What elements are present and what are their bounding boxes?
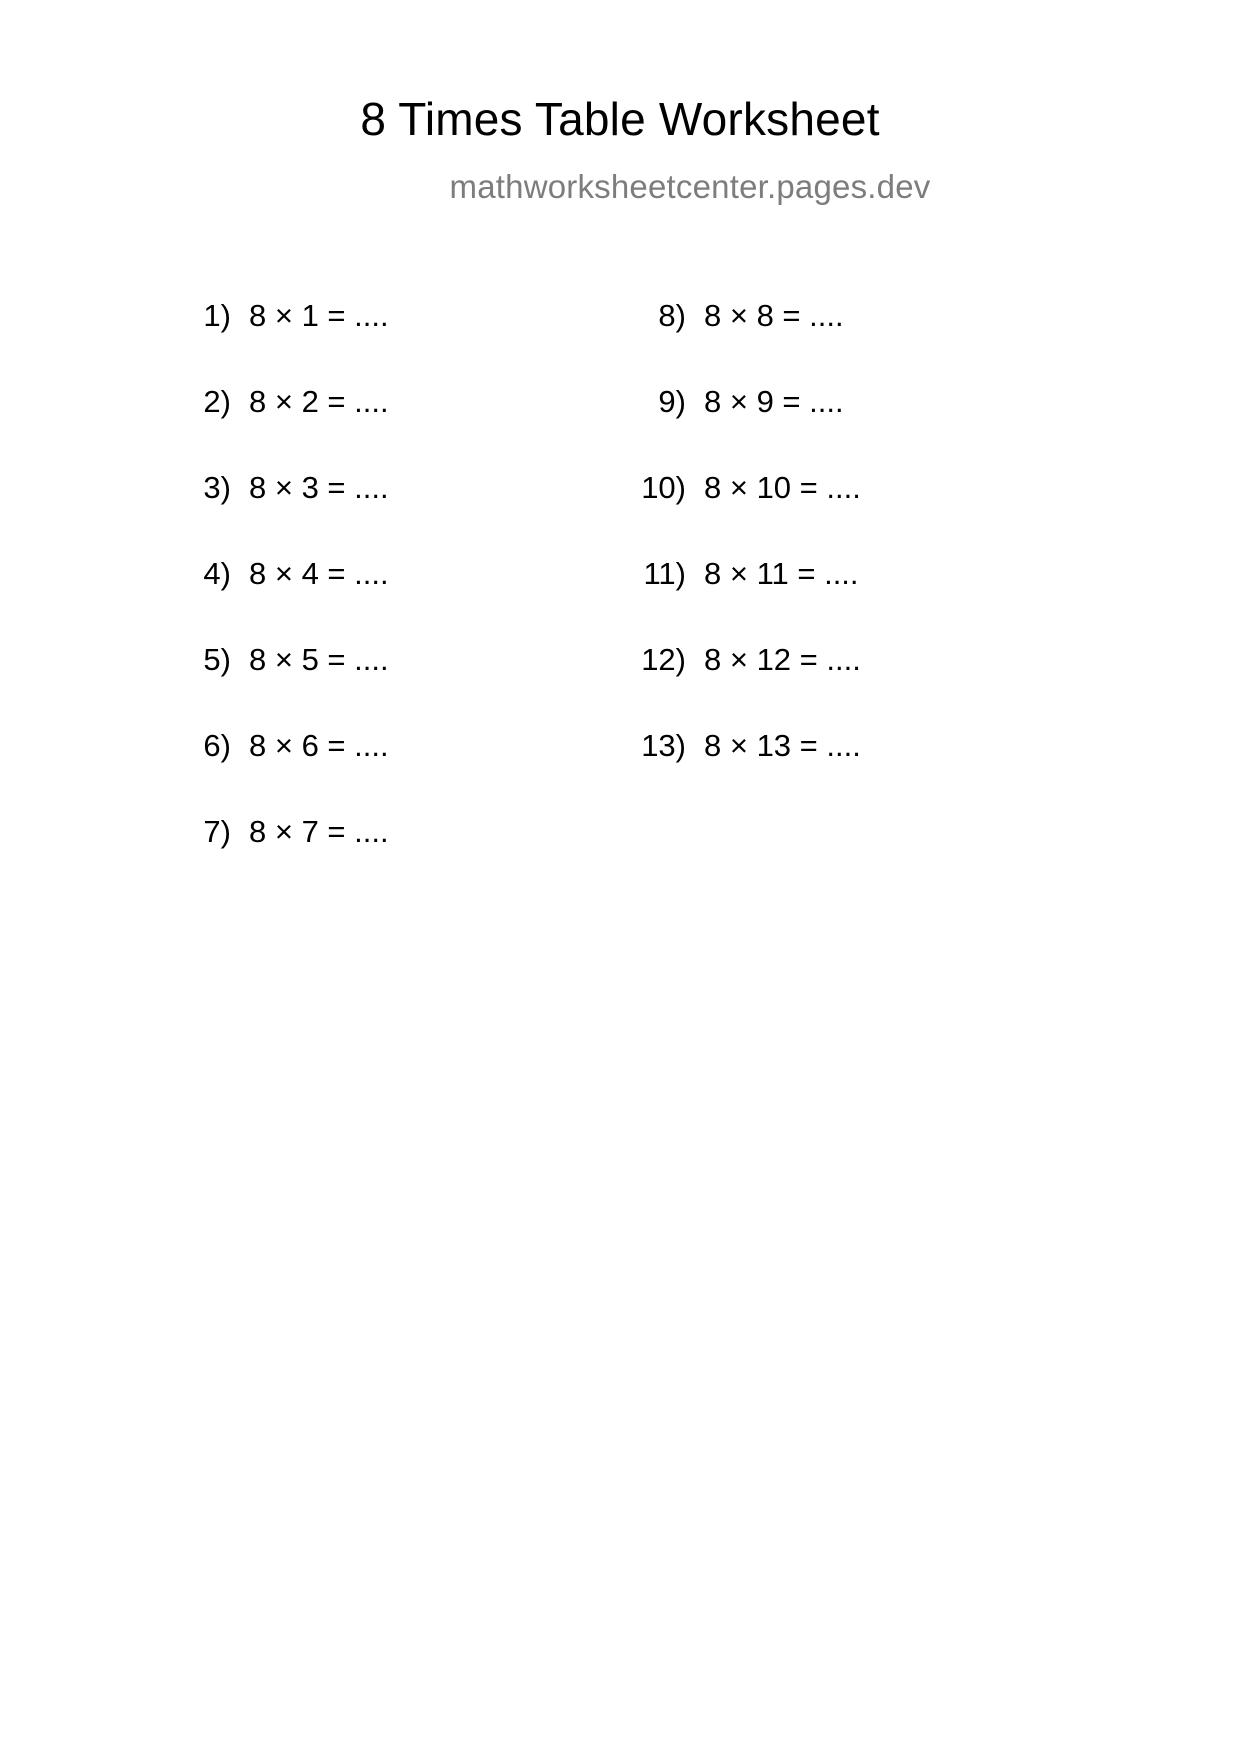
- problem-column-right: [630, 300, 1080, 902]
- problem-list: [0, 300, 1240, 902]
- problem-number: 1): [203, 298, 231, 333]
- problem-number: 6): [203, 728, 231, 763]
- site-attribution: mathworksheetcenter.pages.dev: [449, 168, 931, 205]
- problem-number: 4): [203, 556, 231, 591]
- problem-item: [630, 644, 1080, 730]
- problem-item: [175, 386, 625, 472]
- problem-item: [175, 730, 625, 816]
- problem-expression: 8 × 11 = ....: [704, 556, 859, 591]
- problem-number: 10): [641, 470, 686, 505]
- problem-expression: 8 × 4 = ....: [249, 556, 389, 591]
- problem-expression: 8 × 8 = ....: [704, 298, 844, 333]
- problem-expression: 8 × 5 = ....: [249, 642, 389, 677]
- problem-number: 7): [203, 814, 231, 849]
- problem-expression: 8 × 1 = ....: [249, 298, 389, 333]
- problem-expression: 8 × 10 = ....: [704, 470, 861, 505]
- problem-expression: 8 × 9 = ....: [704, 384, 844, 419]
- problem-item: [175, 644, 625, 730]
- problem-column-left: [175, 300, 625, 902]
- problem-number: 11): [643, 556, 686, 591]
- problem-expression: 8 × 12 = ....: [704, 642, 861, 677]
- problem-item: [175, 816, 625, 902]
- problem-number: 9): [658, 384, 686, 419]
- problem-expression: 8 × 3 = ....: [249, 470, 389, 505]
- problem-number: 12): [641, 642, 686, 677]
- problem-expression: 8 × 13 = ....: [704, 728, 861, 763]
- problem-item: [630, 730, 1080, 816]
- problem-item: [630, 472, 1080, 558]
- problem-item: [630, 300, 1080, 386]
- problem-item: [175, 558, 625, 644]
- problem-number: 8): [658, 298, 686, 333]
- problem-number: 13): [641, 728, 686, 763]
- problem-item: [630, 558, 1080, 644]
- problem-expression: 8 × 7 = ....: [249, 814, 389, 849]
- page-title: 8 Times Table Worksheet: [360, 93, 880, 145]
- problem-number: 5): [203, 642, 231, 677]
- problem-item: [175, 472, 625, 558]
- problem-item: [630, 386, 1080, 472]
- problem-number: 3): [203, 470, 231, 505]
- problem-expression: 8 × 2 = ....: [249, 384, 389, 419]
- problem-item: [175, 300, 625, 386]
- problem-number: 2): [203, 384, 231, 419]
- problem-expression: 8 × 6 = ....: [249, 728, 389, 763]
